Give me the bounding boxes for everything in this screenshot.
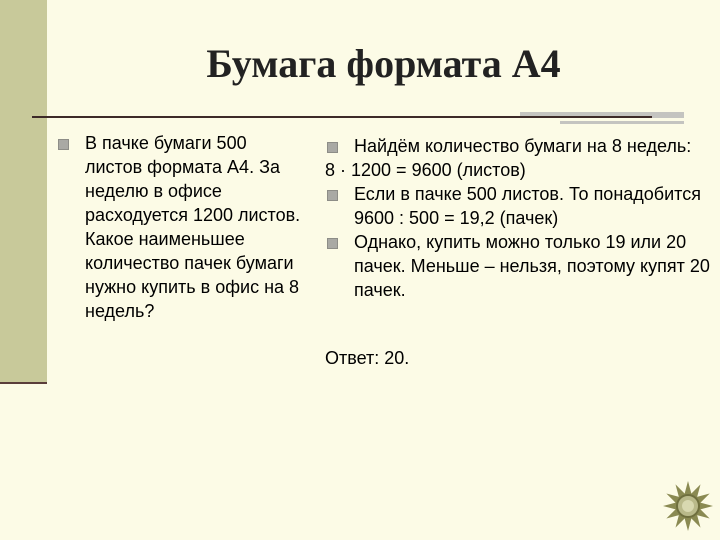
decorative-side-band — [0, 0, 47, 382]
solution-step-2 — [325, 182, 715, 230]
solution-column — [325, 134, 715, 370]
answer-line: Ответ: 20. — [325, 348, 410, 368]
solution-step-3 — [325, 230, 715, 302]
square-bullet-icon — [58, 139, 69, 150]
square-bullet-icon — [327, 142, 338, 153]
square-bullet-icon — [327, 190, 338, 201]
sun-ornament-icon — [662, 480, 714, 532]
square-bullet-icon — [327, 238, 338, 249]
title-rule — [32, 116, 652, 118]
step-3-text: Однако, купить можно только 19 или 20 пачек. Меньше – нельзя, поэтому купят 20 пачек. — [354, 232, 710, 300]
step-2-text: Если в пачке 500 листов. То понадобится 9600 : 500 = 19,2 (пачек) — [354, 184, 701, 228]
title-rule-accent-lower — [560, 121, 684, 124]
step-1-text: Найдём количество бумаги на 8 недель: — [354, 136, 692, 156]
calculation-line: 8 · 1200 = 9600 (листов) — [325, 160, 526, 180]
problem-text: В пачке бумаги 500 листов формата А4. За неделю в офисе расходуется 1200 листов. Какое наименьшее количество пачек бумаги нужно купить в офис на 8 недель? — [85, 133, 301, 321]
slide-title: Бумага формата А4 — [206, 41, 561, 86]
solution-step-1 — [325, 134, 715, 158]
side-band-edge — [0, 382, 47, 384]
problem-column — [56, 131, 306, 323]
problem-item — [56, 131, 306, 323]
